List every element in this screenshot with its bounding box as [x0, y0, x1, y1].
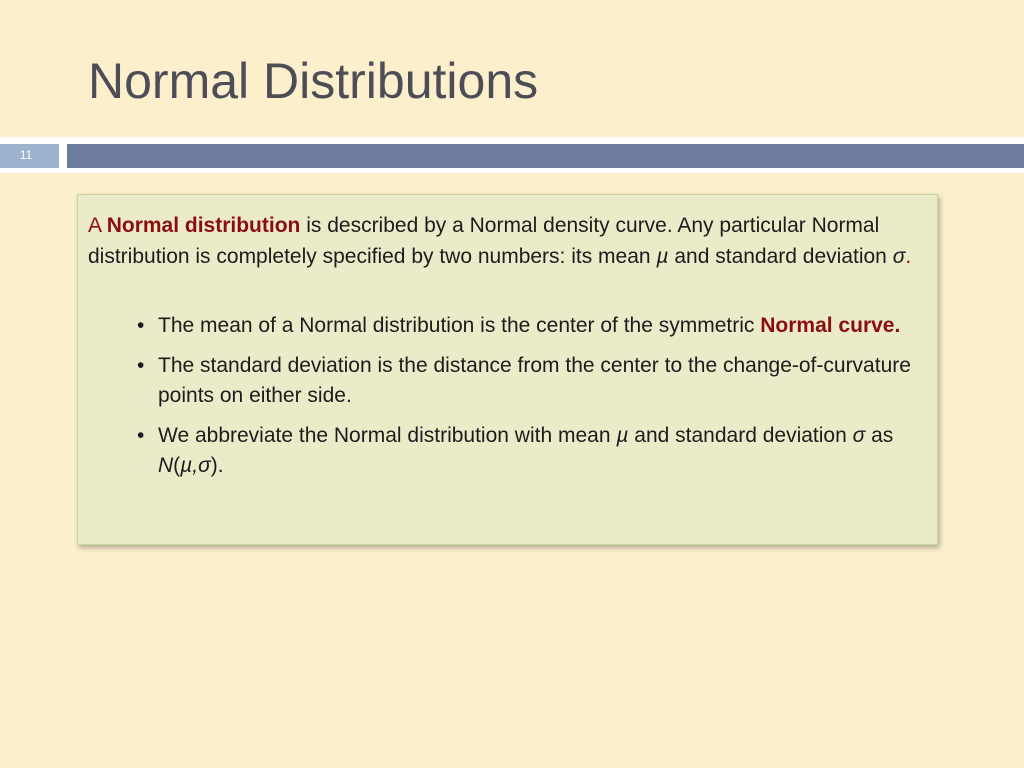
bullet-marker: • [137, 314, 145, 337]
bullet-item-notation [137, 421, 917, 481]
intro-and-sd: and standard deviation [668, 245, 893, 268]
title-rule-bar [67, 144, 1024, 168]
bullet-marker: • [137, 424, 145, 447]
bullet-list [137, 311, 917, 491]
bullet-marker: • [137, 354, 145, 377]
intro-period: . [905, 245, 912, 268]
intro-paragraph [88, 210, 928, 272]
notation-params: µ,σ [180, 454, 211, 477]
sigma-symbol: σ [892, 245, 906, 268]
normal-curve-emphasis: Normal curve. [760, 314, 901, 337]
term-normal-distribution: Normal distribution [106, 214, 301, 237]
bullet-text: The standard deviation is the distance from the center to the change-of-curvature points on either side. [158, 354, 911, 407]
slide-title: Normal Distributions [88, 53, 539, 109]
notation-n: N [158, 454, 174, 477]
mu-symbol: µ [656, 245, 669, 268]
bullet-text: as [865, 424, 894, 447]
bullet-text: and standard deviation [628, 424, 853, 447]
bullet-text: We abbreviate the Normal distribution with mean [158, 424, 617, 447]
notation-open-paren: ( [173, 454, 181, 477]
notation-close: ). [210, 454, 224, 477]
slide-number: 11 [19, 148, 33, 162]
sigma-symbol: σ [852, 424, 866, 447]
bullet-item-mean [137, 311, 917, 341]
bullet-item-standard-deviation [137, 351, 917, 411]
intro-sentence: is described by a Normal density curve. Any particular Normal distribution is completely specified by two numbers: its mean [88, 214, 880, 268]
bullet-text: The mean of a Normal distribution is the center of the symmetric [158, 314, 761, 337]
intro-article: A [88, 214, 101, 237]
mu-symbol: µ [616, 424, 629, 447]
